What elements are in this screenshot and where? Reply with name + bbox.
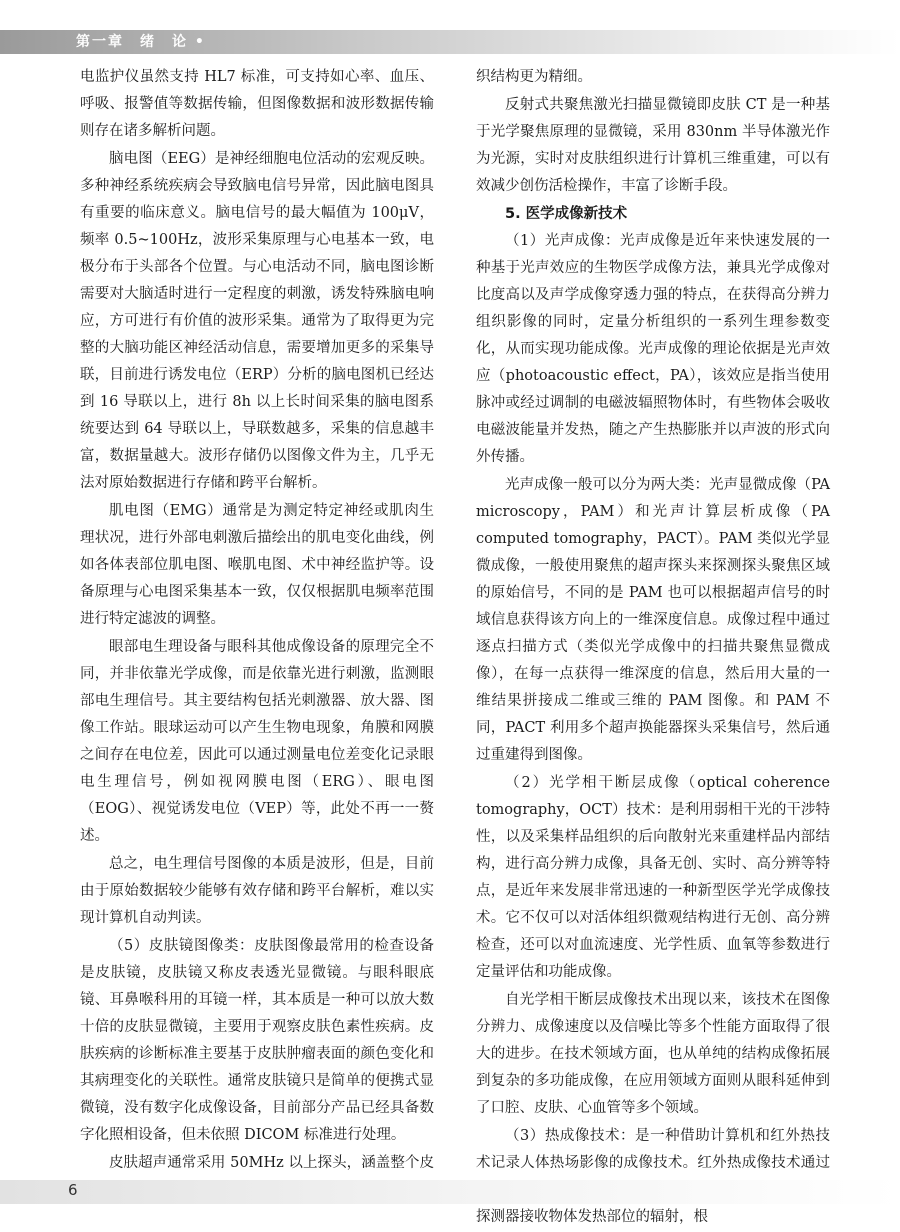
section-heading: 5. 医学成像新技术 [505,206,628,222]
page-number: 6 [68,1181,78,1199]
paragraph: 织结构更为精细。 [476,69,592,85]
paragraph: 总之，电生理信号图像的本质是波形，但是，目前由于原始数据较少能够有效存储和跨平台解析，难以实现计算机自动判读。 [80,856,434,926]
paragraph: 自光学相干断层成像技术出现以来，该技术在图像分辨力、成像速度以及信噪比等多个性能方面取得了很大的进步。在技术领域方面，也从单纯的结构成像拓展到复杂的多功能成像，在应用领域方面则从眼科延伸到了口腔、皮肤、心血管等多个领域。 [476,992,830,1116]
chapter-title: 第一章 绪 论 • [76,34,206,50]
footer-band [0,1180,900,1204]
paragraph: （1）光声成像：光声成像是近年来快速发展的一种基于光声效应的生物医学成像方法，兼具光学成像对比度高以及声学成像穿透力强的特点，在获得高分辨力组织影像的同时，定量分析组织的一系列生理参数变化，从而实现功能成像。光声成像的理论依据是光声效应（photoacoustic effect，PA），该效应是指当使用脉冲或经过调制的电磁波辐照物体时，有些物体会吸收电磁波能量并发热，随之产生热膨胀并以声波的形式向外传播。 [476,233,830,465]
paragraph: 眼部电生理设备与眼科其他成像设备的原理完全不同，并非依靠光学成像，而是依靠光进行刺激，监测眼部电生理信号。其主要结构包括光刺激器、放大器、图像工作站。眼球运动可以产生生物电现象，角膜和网膜之间存在电位差，因此可以通过测量电位差变化记录眼电生理信号，例如视网膜电图（ERG）、眼电图（EOG）、视觉诱发电位（VEP）等，此处不再一一赘述。 [80,639,434,844]
paragraph: 脑电图（EEG）是神经细胞电位活动的宏观反映。多种神经系统疾病会导致脑电信号异常，因此脑电图具有重要的临床意义。脑电信号的最大幅值为 100μV，频率 0.5~100Hz，波形采集原理与心电基本一致，电极分布于头部各个位置。与心电活动不同，脑电图诊断需要对大脑适时进行一定程度的刺激，诱发特殊脑电响应，方可进行有价值的波形采集。通常为了取得更为完整的大脑功能区神经活动信息，需要增加更多的采集导联，目前进行诱发电位（ERP）分析的脑电图机已经达到 16 导联以上，进行 8h 以上长时间采集的脑电图系统要达到 64 导联以上，导联数越多，采集的信息越丰富，数据量越大。波形存储仍以图像文件为主，几乎无法对原始数据进行存储和跨平台解析。 [80,151,434,491]
paragraph: 反射式共聚焦激光扫描显微镜即皮肤 CT 是一种基于光学聚焦原理的显微镜，采用 830nm 半导体激光作为光源，实时对皮肤组织进行计算机三维重建，可以有效减少创伤活检操作，丰富了诊断手段。 [476,97,830,194]
right-column [476,64,830,1232]
paragraph: 电监护仪虽然支持 HL7 标准，可支持如心率、血压、呼吸、报警值等数据传输，但图像数据和波形数据传输则存在诸多解析问题。 [80,69,434,139]
paragraph: （3）热成像技术：是一种借助计算机和红外热技术记录人体热场影像的成像技术。红外热成像技术通过 探测器接收物体发热部位的辐射，根 [476,1128,830,1225]
paragraph: （5）皮肤镜图像类：皮肤图像最常用的检查设备是皮肤镜，皮肤镜又称皮表透光显微镜。与眼科眼底镜、耳鼻喉科用的耳镜一样，其本质是一种可以放大数十倍的皮肤显微镜，主要用于观察皮肤色素性疾病。皮肤疾病的诊断标准主要基于皮肤肿瘤表面的颜色变化和其病理变化的关联性。通常皮肤镜只是简单的便携式显微镜，没有数字化成像设备，目前部分产品已经具备数字化照相设备，但未依照 DICOM 标准进行处理。 [80,938,434,1143]
paragraph: 皮肤超声通常采用 50MHz 以上探头，涵盖整个皮 [109,1155,434,1171]
paragraph: 光声成像一般可以分为两大类：光声显微成像（PA microscopy，PAM）和光声计算层析成像（PA computed tomography，PACT）。PAM 类似光学显微成像，一般使用聚焦的超声探头来探测探头聚焦区域的原始信号，不同的是 PAM 也可以根据超声信号的时域信息获得该方向上的一维深度信息。成像过程中通过逐点扫描方式（类似光学成像中的扫描共聚焦显微成像），在每一点获得一维深度的信息，然后用大量的一维结果拼接成二维或三维的 PAM 图像。和 PAM 不同，PACT 利用多个超声换能器探头采集信号，然后通过重建得到图像。 [476,477,830,763]
paragraph: （2）光学相干断层成像（optical coherence tomography，OCT）技术：是利用弱相干光的干涉特性，以及采集样品组织的后向散射光来重建样品内部结构，进行高分辨力成像，具备无创、实时、高分辨等特点，是近年来发展非常迅速的一种新型医学光学成像技术。它不仅可以对活体组织微观结构进行无创、高分辨检查，还可以对血流速度、光学性质、血氧等参数进行定量评估和功能成像。 [476,775,830,980]
paragraph: 肌电图（EMG）通常是为测定特定神经或肌肉生理状况，进行外部电刺激后描绘出的肌电变化曲线，例如各体表部位肌电图、喉肌电图、术中神经监护等。设备原理与心电图采集基本一致，仅仅根据肌电频率范围进行特定滤波的调整。 [80,503,434,627]
left-column [80,64,434,1205]
